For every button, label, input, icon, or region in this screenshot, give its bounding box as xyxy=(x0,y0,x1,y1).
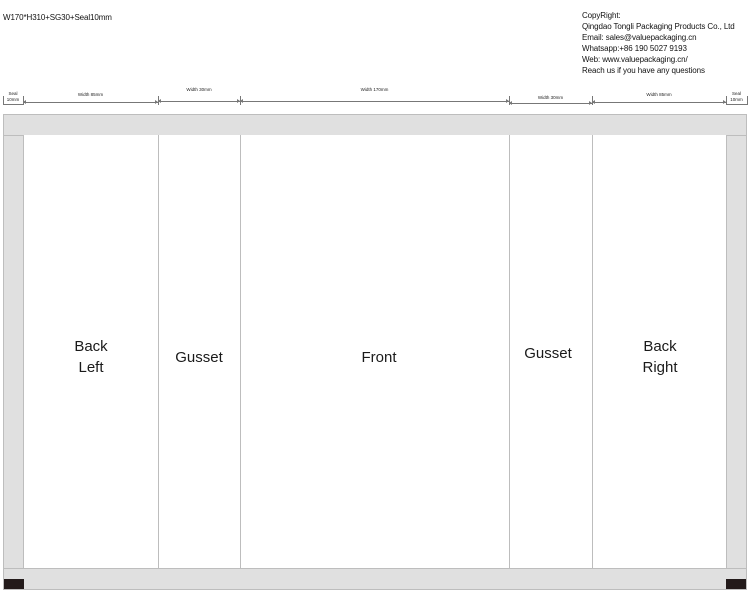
dim-line-width-170 xyxy=(240,101,509,102)
corner-mark-right xyxy=(726,579,746,589)
copyright-info xyxy=(582,10,735,76)
dim-line-seal-left xyxy=(3,104,23,105)
dim-line-width-30-left xyxy=(158,101,240,102)
label-gusset-left: Gusset xyxy=(175,349,223,366)
dim-label-width-85-left: Width 85mm xyxy=(77,92,104,97)
label-front: Front xyxy=(361,349,397,366)
arrow-icon xyxy=(592,100,595,104)
label-line: Back xyxy=(74,338,108,355)
dim-line-width-85-right xyxy=(592,102,726,103)
dim-label-line: 10mm xyxy=(6,96,20,102)
dim-line-width-30-right xyxy=(509,103,592,104)
label-back-right xyxy=(610,336,710,378)
dim-label-seal-left xyxy=(3,91,23,102)
label-line: Back xyxy=(643,338,677,355)
dim-label-width-30-left: Width 30mm xyxy=(186,87,212,92)
label-gusset-right: Gusset xyxy=(524,345,572,362)
dim-label-width-85-right: Width 85mm xyxy=(646,92,672,97)
dim-label-line: Seal xyxy=(8,91,18,96)
arrow-icon xyxy=(23,100,26,104)
arrow-icon xyxy=(240,99,243,103)
seal-bottom xyxy=(3,568,747,590)
info-line: Email: sales@valuepackaging.cn xyxy=(582,33,697,42)
arrow-icon xyxy=(509,101,512,105)
label-line: Left xyxy=(78,359,104,376)
dim-label-line: Seal xyxy=(731,91,741,96)
arrow-icon xyxy=(158,99,161,103)
dim-tick xyxy=(747,96,748,105)
label-line: Right xyxy=(642,359,678,376)
info-line: Web: www.valuepackaging.cn/ xyxy=(582,55,688,64)
dim-label-line: 10mm xyxy=(730,96,743,102)
seal-left xyxy=(3,135,24,569)
seal-right xyxy=(726,135,747,569)
info-line: CopyRight: xyxy=(582,11,621,20)
dim-line-seal-right xyxy=(726,104,747,105)
dim-label-seal-right xyxy=(726,91,747,102)
info-line: Whatsapp:+86 190 5027 9193 xyxy=(582,44,687,53)
spec-label: W170*H310+SG30+Seal10mm xyxy=(3,13,112,22)
info-line: Reach us if you have any questions xyxy=(582,66,705,75)
label-back-left xyxy=(41,336,141,378)
dim-line-width-85-left xyxy=(23,102,158,103)
dim-label-width-170: Width 170mm xyxy=(360,87,389,92)
seal-top xyxy=(3,114,747,136)
info-line: Qingdao Tongli Packaging Products Co., Ltd xyxy=(582,22,735,31)
corner-mark-left xyxy=(4,579,24,589)
dim-label-width-30-right: Width 30mm xyxy=(537,95,564,100)
